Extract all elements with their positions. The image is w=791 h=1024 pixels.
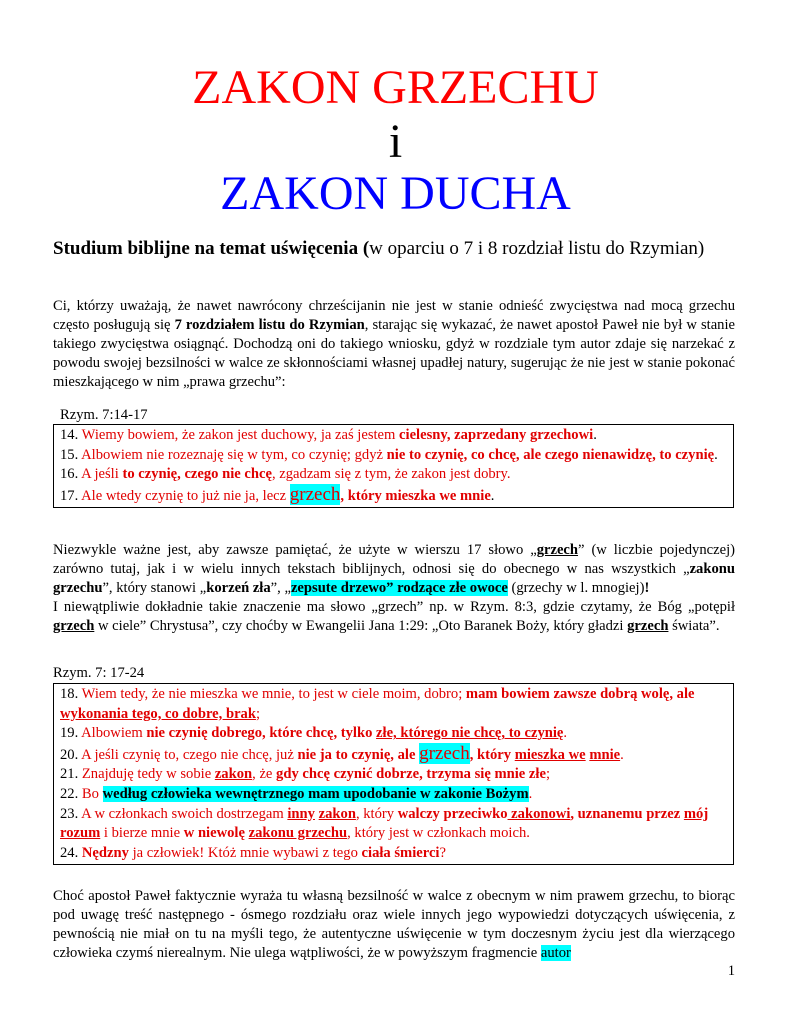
verse-24 xyxy=(60,844,727,864)
verse-text-bold: nie ja to czynię, ale xyxy=(297,746,420,763)
verse-text-bold: to czynię, czego nie chcę xyxy=(122,466,272,483)
verse-text-bold: cielesny, zaprzedany grzechowi xyxy=(399,427,594,443)
verse-text: Wiem tedy, że nie mieszka we mnie, to jest w ciele moim, dobro; xyxy=(81,686,466,702)
verse-text: Bo xyxy=(81,785,103,802)
p3-highlight: autor xyxy=(540,945,571,961)
verse-14 xyxy=(60,426,727,446)
title-line-2: i xyxy=(388,115,403,168)
verse-number: 19. xyxy=(60,725,82,742)
verse-text-bold-underline: zakonu grzechu xyxy=(248,825,348,842)
p2-text: w ciele” Chrystusa”, czy choćby w Ewangelii Jana 1:29: „Oto Baranek Boży, który gładzi xyxy=(94,618,628,634)
verse-text-bold: , który mieszka we mnie xyxy=(340,487,491,504)
title-line-1: ZAKON GRZECHU xyxy=(192,61,599,114)
intro-text-b: 7 rozdziałem listu do Rzymian xyxy=(174,317,365,333)
p2-bold: zakonu grzechu xyxy=(53,561,735,596)
verse-text: Albowiem nie rozeznaję się w tym, co czynię; gdyż xyxy=(81,446,387,463)
verse-text-bold-underline: zakon xyxy=(318,805,356,822)
verse-number: 14. xyxy=(60,427,82,443)
verse-number: 22. xyxy=(60,785,82,802)
verse-punct: . xyxy=(490,487,495,504)
p2-text: ” (w liczbie pojedynczej) zarówno tutaj, jak i w wielu innych tekstach biblijnych, odnosi się do obecnego w nas wszystkich „ xyxy=(53,542,735,577)
verse-text: ja człowiek! Któż mnie wybawi z tego xyxy=(128,844,362,861)
verse-22 xyxy=(60,785,727,805)
verse-box-2 xyxy=(53,683,734,865)
verse-text-bold-underline: zakonowi xyxy=(507,805,571,822)
verse-17 xyxy=(60,485,727,507)
verse-23 xyxy=(60,805,727,844)
p2-text: Niezwykle ważne jest, aby zawsze pamiętać, że użyte w wierszu 17 słowo „ xyxy=(53,542,537,558)
subtitle-bold: Studium biblijne na temat uświęcenia ( xyxy=(53,238,370,259)
p2-bold-underline: grzech xyxy=(536,542,579,558)
verse-text-bold: gdy chcę czynić dobrze, trzyma się mnie złe xyxy=(276,766,546,783)
verse-number: 24. xyxy=(60,844,82,861)
verse-text: A jeśli czynię to, czego nie chcę, już xyxy=(81,746,298,763)
verse-text: , który xyxy=(355,805,398,822)
verse-text-bold: , uznanemu przez xyxy=(570,805,684,822)
paragraph-2 xyxy=(53,541,735,636)
verse-punct: . xyxy=(528,785,533,802)
verse-text-bold: w niewolę xyxy=(183,825,249,842)
verse-text: Albowiem xyxy=(81,725,147,742)
verse-text-bold: ciała śmierci xyxy=(361,844,440,861)
verse-text-bold: nie czynię dobrego, które chcę, tylko xyxy=(146,725,377,742)
verse-text-bold-underline: wykonania tego, co dobre, brak xyxy=(60,705,256,722)
verse-text-bold-underline: mój rozum xyxy=(60,805,709,842)
verse-highlight-grzech: grzech xyxy=(419,742,470,764)
verse-text-bold: Nędzny xyxy=(81,844,129,861)
p2-bold-underline: grzech xyxy=(53,618,95,634)
intro-text-a: Ci, którzy uważają, że nawet nawrócony chrześcijanin nie jest w stanie odnieść zwycięstwa nad mocą grzechu często posługują się xyxy=(53,298,735,333)
verse-number: 17. xyxy=(60,487,82,504)
verse-18 xyxy=(60,685,727,724)
verse-text: , który jest w członkach moich. xyxy=(347,825,530,842)
p2-text: ”, „ xyxy=(270,580,291,596)
verse-text: Ale wtedy czynię to już nie ja, lecz xyxy=(81,487,290,504)
intro-text-c: , starając się wykazać, że nawet apostoł Paweł nie był w stanie takiego zwycięstwa osiągnąć. Dochodzą oni do takiego wniosku, gdyż w rozdziale tym autor zdaje się narzekać z powodu swojej bezsilności w walce ze skłonnościami własnej upadłej natury, sugerując że nie jest w stanie pokonać mieszkającego w nim „prawa grzechu”: xyxy=(53,317,736,390)
p2-bold: korzeń zła xyxy=(206,580,271,596)
verse-text-bold-underline: mnie xyxy=(589,746,621,763)
verse-punct: . xyxy=(593,427,597,443)
verse-15 xyxy=(60,446,727,466)
verse-number: 23. xyxy=(60,805,82,822)
p2-highlight: zepsute drzewo” rodzące złe owoce xyxy=(290,580,508,596)
p2-text: świata”. xyxy=(668,618,720,634)
verse-highlight: według człowieka wewnętrznego mam upodobanie w zakonie Bożym xyxy=(102,785,529,802)
verse-20 xyxy=(60,744,727,766)
verse-box-1 xyxy=(53,424,734,508)
verse-text: , zgadzam się z tym, że zakon jest dobry. xyxy=(271,466,511,483)
verse-text-bold-underline: zakon xyxy=(214,766,253,783)
verse-text-bold: mam bowiem zawsze dobrą wolę, ale xyxy=(465,686,695,702)
subtitle xyxy=(53,237,735,261)
reference-1: Rzym. 7:14-17 xyxy=(60,407,148,423)
verse-text: , że xyxy=(252,766,277,783)
verse-text-bold-underline: mieszka we xyxy=(514,746,586,763)
verse-text: Wiemy bowiem, że zakon jest duchowy, ja zaś jestem xyxy=(81,427,400,443)
paragraph-3 xyxy=(53,887,735,963)
verse-19 xyxy=(60,724,727,744)
p2-text: ”, który stanowi „ xyxy=(102,580,207,596)
p2-text: (grzechy w l. mnogiej) xyxy=(507,580,645,596)
p2-bold-underline: grzech xyxy=(627,618,669,634)
verse-number: 16. xyxy=(60,466,82,483)
verse-number: 18. xyxy=(60,686,82,702)
subtitle-rest: w oparciu o 7 i 8 rozdział listu do Rzymian) xyxy=(369,238,705,259)
page-number: 1 xyxy=(727,963,735,979)
verse-punct: ; xyxy=(255,705,261,722)
verse-text-bold: nie to czynię, co chcę, ale czego nienawidzę, to czynię xyxy=(386,446,715,463)
verse-text: i bierze mnie xyxy=(100,825,184,842)
p2-text: I niewątpliwie dokładnie takie znaczenie ma słowo „grzech” np. w Rzym. 8:3, gdzie czytamy, że Bóg „potępił xyxy=(53,599,735,615)
verse-punct: ; xyxy=(545,766,551,783)
title-line-3: ZAKON DUCHA xyxy=(220,167,571,220)
verse-text-bold: , który xyxy=(469,746,515,763)
intro-paragraph xyxy=(53,297,735,392)
verse-number: 15. xyxy=(60,446,82,463)
verse-punct: . xyxy=(563,725,568,742)
verse-punct: . xyxy=(620,746,624,763)
verse-text: Znajduję tedy w sobie xyxy=(81,766,215,783)
verse-punct: . xyxy=(714,446,718,463)
p2-bold: ! xyxy=(644,580,650,596)
reference-2: Rzym. 7: 17-24 xyxy=(53,665,145,681)
p3-text: Choć apostoł Paweł faktycznie wyraża tu własną bezsilność w walce z obecnym w nim prawem grzechu, to biorąc pod uwagę treść następnego - ósmego rozdziału oraz wiele innych jego wypowiedzi dotyczących uświęcenia, z pewnością nie miał on tu na myśli tego, że autentyczne uświęcenie w tym doczesnym życiu jest dla wierzącego człowieka czymś nierealnym. Nie ulega wątpliwości, że w powyższym fragmencie xyxy=(53,888,735,961)
verse-16 xyxy=(60,465,727,485)
verse-text: A jeśli xyxy=(81,466,123,483)
verse-text-bold: walczy przeciwko xyxy=(397,805,508,822)
verse-number: 21. xyxy=(60,766,82,783)
verse-text-bold-underline: inny xyxy=(287,805,315,822)
verse-text: A w członkach swoich dostrzegam xyxy=(81,805,288,822)
verse-punct: ? xyxy=(439,844,446,861)
verse-21 xyxy=(60,765,727,785)
verse-text-bold-underline: złe, którego nie chcę, to czynię xyxy=(376,725,564,742)
verse-number: 20. xyxy=(60,746,82,763)
verse-highlight-grzech: grzech xyxy=(289,483,341,505)
